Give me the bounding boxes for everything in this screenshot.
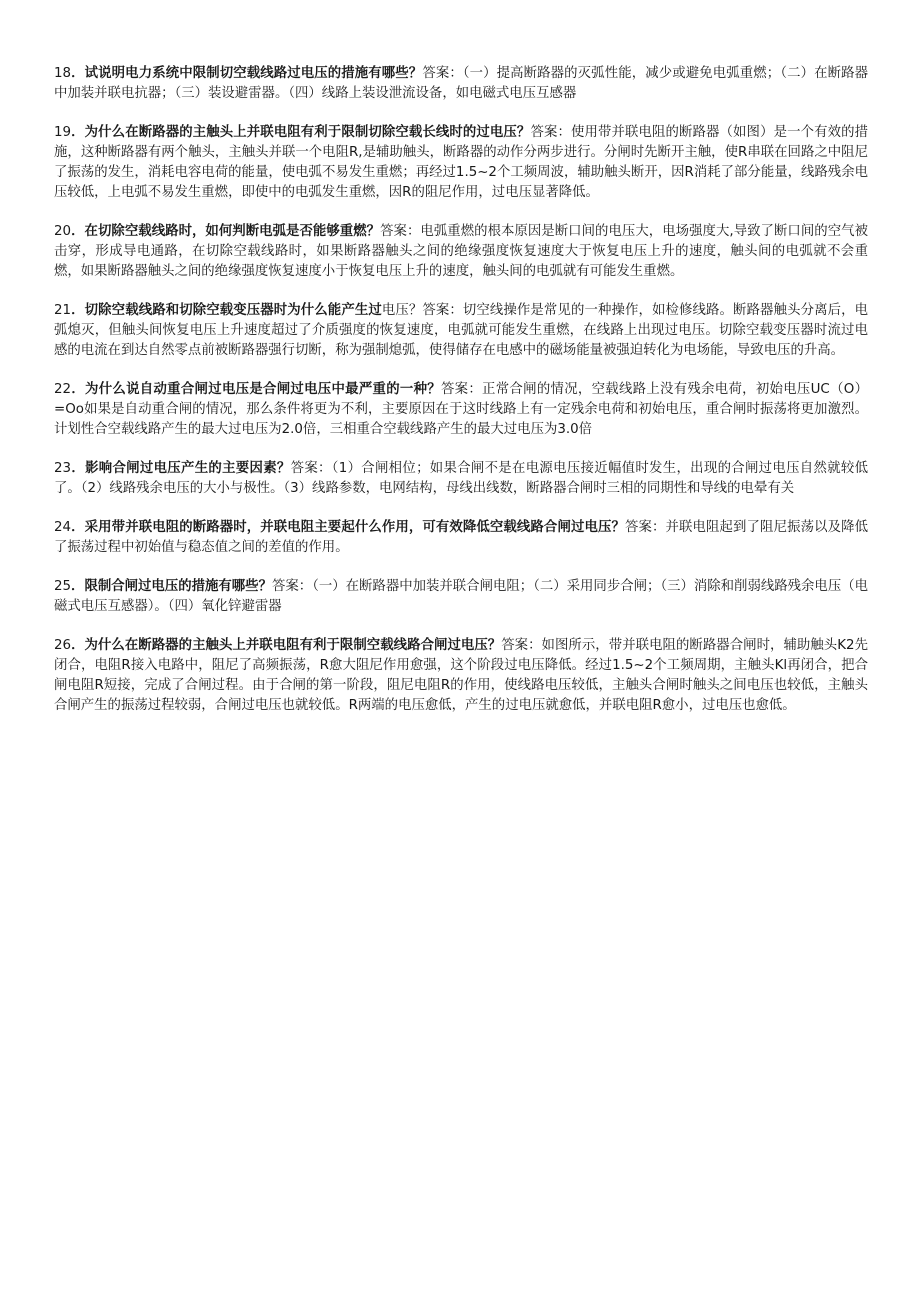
question-text: ．在切除空载线路时，如何判断电弧是否能够重燃？: [71, 224, 381, 239]
qa-item-24: [54, 518, 868, 558]
question-text: ．为什么说自动重合闸过电压是合闸过电压中最严重的一种？: [71, 382, 441, 397]
question-text: ．影响合闸过电压产生的主要因素？: [71, 461, 291, 476]
answer-text: 答案：如图所示，带并联电阻的断路器合闸时，辅助触头K2先闭合，电阻R接入电路中，阻尼了高频振荡，R愈大阻尼作用愈强，这个阶段过电压降低。经过1.5~2个工频周期，主触头Kl再闭合，把合闸电阻R短接，完成了合闸过程。由于合闸的第一阶段，阻尼电阻R的作用，使线路电压较低，主触头合闸时触头之间电压也较低，主触头合闸产生的振荡过程较弱，合闸过电压也就较低。R两端的电压愈低，产生的过电压就愈低，并联电阻R愈小，过电压也愈低。: [54, 638, 868, 713]
item-number: 19: [54, 125, 72, 140]
item-number: 21: [54, 303, 72, 318]
item-number: 18: [54, 66, 72, 81]
item-number: 25: [54, 579, 72, 594]
item-number: 20: [54, 224, 72, 239]
qa-item-25: [54, 577, 868, 617]
qa-item-26: [54, 636, 868, 716]
answer-text: 答案：并联电阻起到了阻尼振荡以及降低了振荡过程中初始值与稳态值之间的差值的作用。: [54, 520, 869, 555]
answer-text: 答案：（一）提高断路器的灭弧性能，减少或避免电弧重燃；（二）在断路器中加装并联电抗器；（三）装设避雷器。（四）线路上装设泄流设备，如电磁式电压互感器: [54, 66, 868, 101]
qa-item-21: [54, 301, 868, 361]
question-text: ．试说明电力系统中限制切空载线路过电压的措施有哪些？: [71, 66, 423, 81]
qa-item-22: [54, 380, 868, 440]
answer-text: 答案：（1）合闸相位；如果合闸不是在电源电压接近幅值时发生，出现的合闸过电压自然就较低了。（2）线路残余电压的大小与极性。（3）线路参数，电网结构，母线出线数，断路器合闸时三相的同期性和导线的电晕有关: [54, 461, 868, 496]
answer-text: 答案：（一）在断路器中加装并联合闸电阻；（二）采用同步合闸；（三）消除和削弱线路残余电压（电磁式电压互感器）。（四）氧化锌避雷器: [54, 579, 868, 614]
answer-text: 答案：电弧重燃的根本原因是断口间的电压大，电场强度大,导致了断口间的空气被击穿，形成导电通路，在切除空载线路时，如果断路器触头之间的绝缘强度恢复速度大于恢复电压上升的速度，触头间的电弧就不会重燃，如果断路器触头之间的绝缘强度恢复速度小于恢复电压上升的速度，触头间的电弧就有可能发生重燃。: [54, 224, 868, 279]
question-text: ．为什么在断路器的主触头上并联电阻有利于限制切除空载长线时的过电压？: [71, 125, 531, 140]
answer-text: 答案：使用带并联电阻的断路器（如图）是一个有效的措施，这种断路器有两个触头，主触头并联一个电阻R,是辅助触头，断路器的动作分两步进行。分闸时先断开主触，使R串联在回路之中阻尼了振荡的发生，消耗电容电荷的能量，使电弧不易发生重燃；再经过1.5~2个工频周波，辅助触头断开，因R消耗了部分能量，线路残余电压较低，上电弧不易发生重燃，即使中的电弧发生重燃，因R的阻尼作用，过电压显著降低。: [54, 125, 869, 200]
item-number: 26: [54, 638, 72, 653]
answer-text: 答案：正常合闸的情况，空载线路上没有残余电荷，初始电压UC（O）=Oo如果是自动重合闸的情况，那么条件将更为不利，主要原因在于这时线路上有一定残余电荷和初始电压，重合闸时振荡将更加激烈。计划性合空载线路产生的最大过电压为2.0倍，三相重合空载线路产生的最大过电压为3.0倍: [54, 382, 868, 437]
qa-item-23: [54, 459, 868, 499]
answer-text: 电压？答案：切空线操作是常见的一种操作，如检修线路。断路器触头分离后，电弧熄灭，但触头间恢复电压上升速度超过了介质强度的恢复速度，电弧就可能发生重燃，在线路上出现过电压。切除空载变压器时流过电感的电流在到达自然零点前被断路器强行切断，称为强制熄弧，使得储存在电感中的磁场能量被强迫转化为电场能，导致电压的升高。: [54, 303, 869, 358]
item-number: 22: [54, 382, 72, 397]
question-text: ．为什么在断路器的主触头上并联电阻有利于限制空载线路合闸过电压？: [71, 638, 502, 653]
qa-item-18: [54, 64, 868, 104]
qa-item-20: [54, 222, 868, 282]
qa-item-19: [54, 123, 868, 203]
question-text: ．采用带并联电阻的断路器时，并联电阻主要起什么作用，可有效降低空载线路合闸过电压？: [71, 520, 625, 535]
question-text: ．限制合闸过电压的措施有哪些？: [71, 579, 272, 594]
question-text: ．切除空载线路和切除空载变压器时为什么能产生过: [71, 303, 382, 318]
item-number: 23: [54, 461, 72, 476]
item-number: 24: [54, 520, 72, 535]
